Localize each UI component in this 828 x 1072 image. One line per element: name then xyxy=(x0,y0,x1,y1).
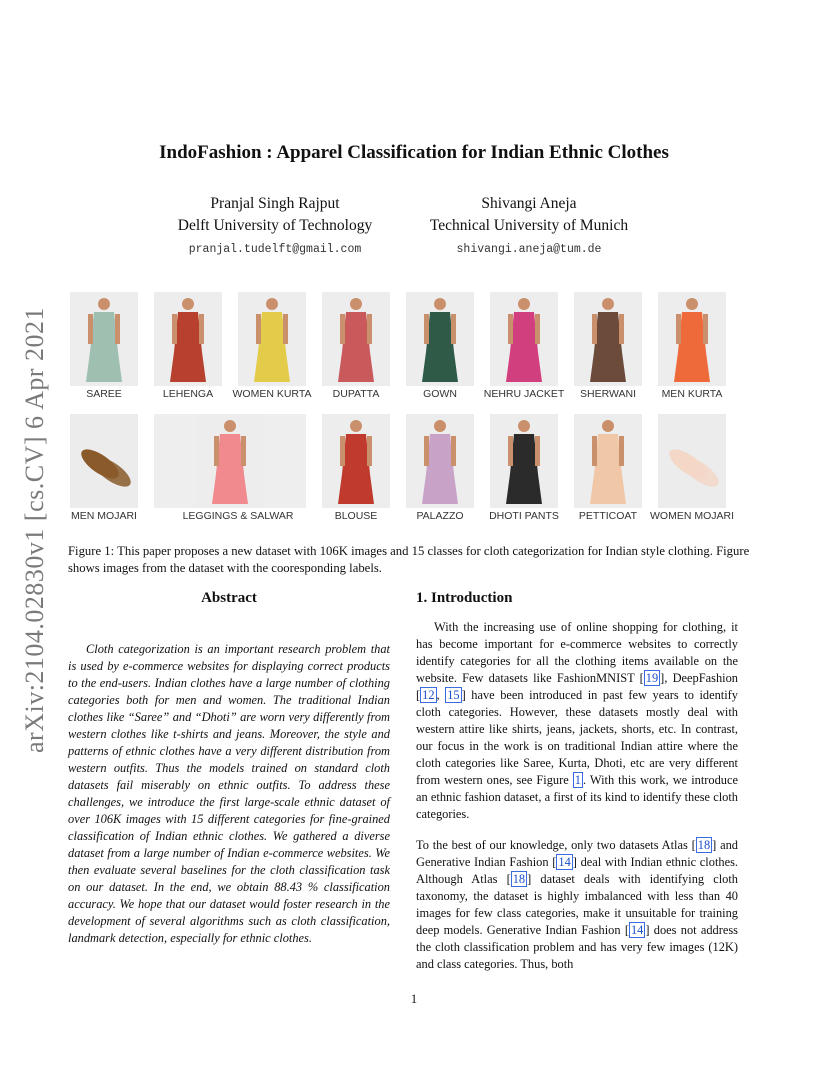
author-name: Pranjal Singh Rajput xyxy=(210,195,340,212)
author-affiliation: Technical University of Munich xyxy=(429,217,629,234)
figure-image xyxy=(574,292,642,386)
citation-link[interactable]: 15 xyxy=(447,688,460,702)
figure-label: BLOUSE xyxy=(334,510,378,522)
author-2 xyxy=(394,193,664,261)
figure-image xyxy=(490,414,558,508)
figure-image xyxy=(574,414,642,508)
figure-label: WOMEN KURTA xyxy=(232,388,312,400)
model-thumbnail xyxy=(154,292,222,386)
model-thumbnail xyxy=(406,414,474,508)
model-thumbnail xyxy=(322,292,390,386)
citation-link[interactable]: 14 xyxy=(558,855,571,869)
figure-image xyxy=(406,414,474,508)
figure-label: DUPATTA xyxy=(332,388,380,400)
figure-image xyxy=(70,414,138,508)
figure-link[interactable]: 1 xyxy=(574,773,581,787)
figure-image xyxy=(70,292,138,386)
shoe-thumbnail xyxy=(658,414,726,508)
intro-column xyxy=(416,590,738,973)
model-thumbnail xyxy=(574,292,642,386)
figure-label: WOMEN MOJARI xyxy=(650,510,734,522)
figure-label: LEGGINGS & SALWAR xyxy=(182,510,294,522)
figure-image xyxy=(322,292,390,386)
model-thumbnail xyxy=(322,414,390,508)
citation-link[interactable]: 18 xyxy=(697,838,711,852)
model-thumbnail xyxy=(490,292,558,386)
arxiv-stamp: arXiv:2104.02830v1 [cs.CV] 6 Apr 2021 xyxy=(20,307,49,754)
author-affiliation: Delft University of Technology xyxy=(177,217,373,234)
figure-label: PETTICOAT xyxy=(578,510,638,522)
intro-heading: 1. Introduction xyxy=(416,590,513,606)
citation-link[interactable]: 12 xyxy=(422,688,435,702)
figure-label: MEN KURTA xyxy=(661,388,723,400)
figure-label: PALAZZO xyxy=(416,510,464,522)
page-number: 1 xyxy=(410,992,418,1006)
citation-link[interactable]: 14 xyxy=(630,923,644,937)
figure-image xyxy=(154,414,306,508)
figure-label: NEHRU JACKET xyxy=(483,388,565,400)
model-thumbnail xyxy=(406,292,474,386)
shoe-thumbnail xyxy=(70,414,138,508)
abstract-heading: Abstract xyxy=(201,590,257,606)
citation-link[interactable]: 19 xyxy=(645,671,659,685)
model-thumbnail xyxy=(70,292,138,386)
author-1 xyxy=(140,193,410,261)
model-thumbnail xyxy=(238,292,306,386)
intro-paragraph-1: With the increasing use of online shopping for clothing, it has become important for e-commerce websites to correctly identify categories for all the clothing items available on the website. Few datasets like FashionMNIST [ 19 ], DeepFashion [ 12 , 15 ] have been introduced in past few years to identify cloth categories. However, these datasets mostly deal with western attire like shirts, jeans, jackets, shorts, etc. In contrast, our focus in the work is on traditional Indian attire where the cloth categories like Saree, Kurta, Dhoti, etc are very different from western ones, see Figure 1 . With this work, we introduce an ethnic fashion dataset, a first of its kind to identify these cloth categories. xyxy=(416,620,738,821)
figure-label: GOWN xyxy=(423,388,457,400)
figure-image xyxy=(658,414,726,508)
model-thumbnail xyxy=(490,414,558,508)
abstract-column xyxy=(68,590,390,947)
figure-image xyxy=(490,292,558,386)
author-name: Shivangi Aneja xyxy=(481,195,577,212)
model-thumbnail xyxy=(154,414,306,508)
model-thumbnail xyxy=(574,414,642,508)
author-email[interactable]: pranjal.tudelft@gmail.com xyxy=(188,243,362,256)
figure-label: SAREE xyxy=(86,388,122,400)
model-thumbnail xyxy=(658,292,726,386)
citation-link[interactable]: 18 xyxy=(512,872,526,886)
figure-image xyxy=(406,292,474,386)
author-email[interactable]: shivangi.aneja@tum.de xyxy=(456,243,602,256)
figure-image xyxy=(238,292,306,386)
figure-image xyxy=(322,414,390,508)
figure-label: MEN MOJARI xyxy=(71,510,137,522)
figure-label: DHOTI PANTS xyxy=(489,510,559,522)
paper-title: IndoFashion : Apparel Classification for Indian Ethnic Clothes xyxy=(159,142,669,163)
figure-label: LEHENGA xyxy=(162,388,214,400)
figure-label: SHERWANI xyxy=(579,388,636,400)
figure-image xyxy=(154,292,222,386)
intro-paragraph-2: To the best of our knowledge, only two datasets Atlas [ 18 ] and Generative Indian Fashion [ 14 ] deal with Indian ethnic clothes. Although Atlas [ 18 ] dataset deals with identifying cloth taxonomy, the dataset is highly imbalanced with less than 40 images for few class categories, make it unsuitable for training deep models. Generative Indian Fashion [ 14 ] does not address the cloth classification problem and has very few images (12K) and class categories. Thus, both xyxy=(416,838,739,971)
figure-image xyxy=(658,292,726,386)
abstract-text: Cloth categorization is an important research problem that is used by e-commerce websites for displaying correct products to the end-users. Indian clothes have a large number of clothing categories both for men and women. The traditional Indian clothes like “Saree” and “Dhoti” are worn very differently from western clothes like t-shirts and jeans. Moreover, the style and patterns of ethnic clothes have a very different distribution from western outfits. Thus the models trained on standard cloth datasets fail miserably on ethnic outfits. To address these challenges, we introduce the first large-scale ethnic dataset of over 106K images with 15 different categories for fine-grained classification of Indian ethnic clothes. We gathered a diverse dataset from a large number of Indian e-commerce websites. We then evaluate several baselines for the cloth classification task on our dataset. In the end, we obtain 88.43 % classification accuracy. We hope that our dataset would foster research in the development of several algorithms such as cloth classification, landmark detection, especially for ethnic clothes. xyxy=(68,642,390,945)
figure-caption: Figure 1: This paper proposes a new dataset with 106K images and 15 classes for cloth categorization for Indian style clothing. Figure shows images from the dataset with the cooresponding labels. xyxy=(68,544,750,575)
